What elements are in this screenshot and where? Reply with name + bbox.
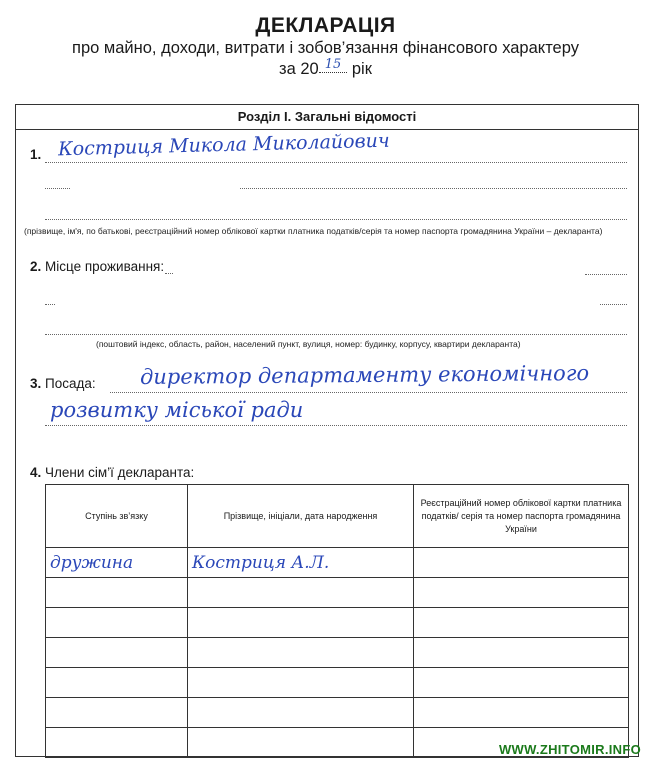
table-row xyxy=(46,548,629,578)
year-suffix: рік xyxy=(351,60,372,78)
table-row xyxy=(46,638,629,668)
field1-line1 xyxy=(45,162,627,163)
field2-line1b xyxy=(585,274,627,275)
table-row xyxy=(46,578,629,608)
field1-line3 xyxy=(45,219,627,220)
field4-number: 4. xyxy=(30,465,42,480)
field1-line2a xyxy=(45,188,70,189)
row1-relation: дружина xyxy=(46,548,188,578)
family-table-header xyxy=(46,485,629,548)
field3-line2 xyxy=(45,425,627,426)
year-handwritten: 15 xyxy=(319,57,348,73)
field2-line2a xyxy=(45,304,55,305)
header-tax-id: Реєстраційний номер облікової картки платника податків/ серія та номер паспорта громадянина України xyxy=(414,485,629,548)
field3-label: Посада: xyxy=(45,376,96,391)
header-relation: Ступінь зв’язку xyxy=(46,485,188,548)
field2-number: 2. xyxy=(30,259,42,274)
year-prefix: за 20 xyxy=(279,60,319,78)
table-row xyxy=(46,608,629,638)
field1-caption: (прізвище, ім'я, по батькові, реєстраційний номер облікової картки платника податків/серія та номер паспорта громадянина України – декларанта) xyxy=(24,226,603,236)
table-row xyxy=(46,668,629,698)
field2-line1a xyxy=(165,273,173,274)
declaration-year xyxy=(0,57,651,79)
field1-number: 1. xyxy=(30,147,42,162)
field2-caption: (поштовий індекс, область, район, населений пункт, вулиця, номер: будинку, корпусу, квартири декларанта) xyxy=(96,339,521,349)
table-row xyxy=(46,698,629,728)
field4-label: Члени сім’ї декларанта: xyxy=(45,465,195,480)
field1-full-name: Костриця Микола Миколайович xyxy=(57,129,390,161)
header-name-dob: Прізвище, ініціали, дата народження xyxy=(188,485,414,548)
section-title: Розділ І. Загальні відомості xyxy=(15,104,639,130)
field2-line2b xyxy=(600,304,627,305)
family-members-table xyxy=(45,484,629,758)
field3-number: 3. xyxy=(30,376,42,391)
site-watermark: WWW.ZHITOMIR.INFO xyxy=(498,742,641,757)
document-title: ДЕКЛАРАЦІЯ xyxy=(255,14,396,37)
field2-label: Місце проживання: xyxy=(45,259,165,274)
field1-line2b xyxy=(240,188,627,189)
field2-line3 xyxy=(45,334,627,335)
row1-tax-id xyxy=(414,548,629,578)
document-subtitle: про майно, доходи, витрати і зобов’язання фінансового характеру xyxy=(72,39,579,57)
field3-position-line1: директор департаменту економічного xyxy=(139,361,590,389)
field3-position-line2: розвитку міської ради xyxy=(50,398,304,422)
row1-name: Костриця А.Л. xyxy=(188,548,414,578)
field3-line1 xyxy=(110,392,627,393)
